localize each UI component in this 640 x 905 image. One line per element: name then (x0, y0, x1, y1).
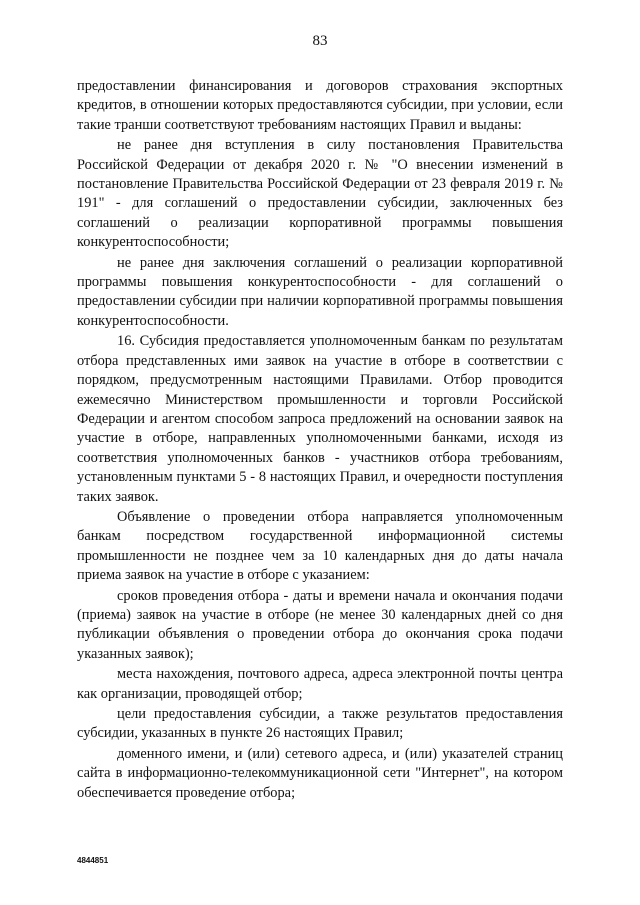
document-id: 4844851 (77, 856, 109, 865)
paragraph-condition-1: не ранее дня вступления в силу постановления Правительства Российской Федерации от декабря 2020 г. № "О внесении изменений в постановление Правительства Российской Федерации от 23 февраля 2019 г. № 191" - для соглашений о предоставлении субсидии, заключенных без соглашений о реализации корпоративной программы повышения конкурентоспособности; (77, 137, 563, 251)
paragraph-item-goals: цели предоставления субсидии, а также результатов предоставления субсидии, указанных в пункте 26 настоящих Правил; (77, 706, 563, 742)
paragraph-continuation: предоставлении финансирования и договоров страхования экспортных кредитов, в отношении которых предоставляются субсидии, при условии, если такие транши соответствуют требованиям настоящих Правил и выданы: (77, 78, 563, 133)
paragraph-item-deadlines: сроков проведения отбора - даты и времени начала и окончания подачи (приема) заявок на участие в отборе (не менее 30 календарных дней со дня публикации объявления о проведении отбора до окончания срока подачи указанных заявок); (77, 587, 563, 662)
paragraph-condition-2: не ранее дня заключения соглашений о реализации корпоративной программы повышения конкурентоспособности - для соглашений о предоставлении субсидии при наличии корпоративной программы повышения конкурентоспособности. (77, 254, 563, 329)
document-body (77, 77, 563, 803)
paragraph-announcement: Объявление о проведении отбора направляется уполномоченным банкам посредством государственной информационной системы промышленности не позднее чем за 10 календарных дня до даты начала приема заявок на участие в отборе с указанием: (77, 508, 563, 584)
paragraph-item-address: места нахождения, почтового адреса, адреса электронной почты центра как организации, проводящей отбор; (77, 666, 563, 702)
paragraph-clause-16: 16. Субсидия предоставляется уполномоченным банкам по результатам отбора представленных ими заявок на участие в отборе в соответствии с порядком, предусмотренным настоящими Правилами. Отбор проводится ежемесячно Министерством промышленности и торговли Российской Федерации и агентом способом запроса предложений на основании заявок на участие в отборе, направленных уполномоченными банками, исходя из соответствия уполномоченных банков - участников отбора требованиям, установленным пунктами 5 - 8 настоящих Правил, и очередности поступления таких заявок. (77, 333, 563, 505)
page-number: 83 (312, 33, 328, 49)
paragraph-item-domain: доменного имени, и (или) сетевого адреса, и (или) указателей страниц сайта в информационно-телекоммуникационной сети "Интернет", на котором обеспечивается проведение отбора; (77, 745, 563, 801)
